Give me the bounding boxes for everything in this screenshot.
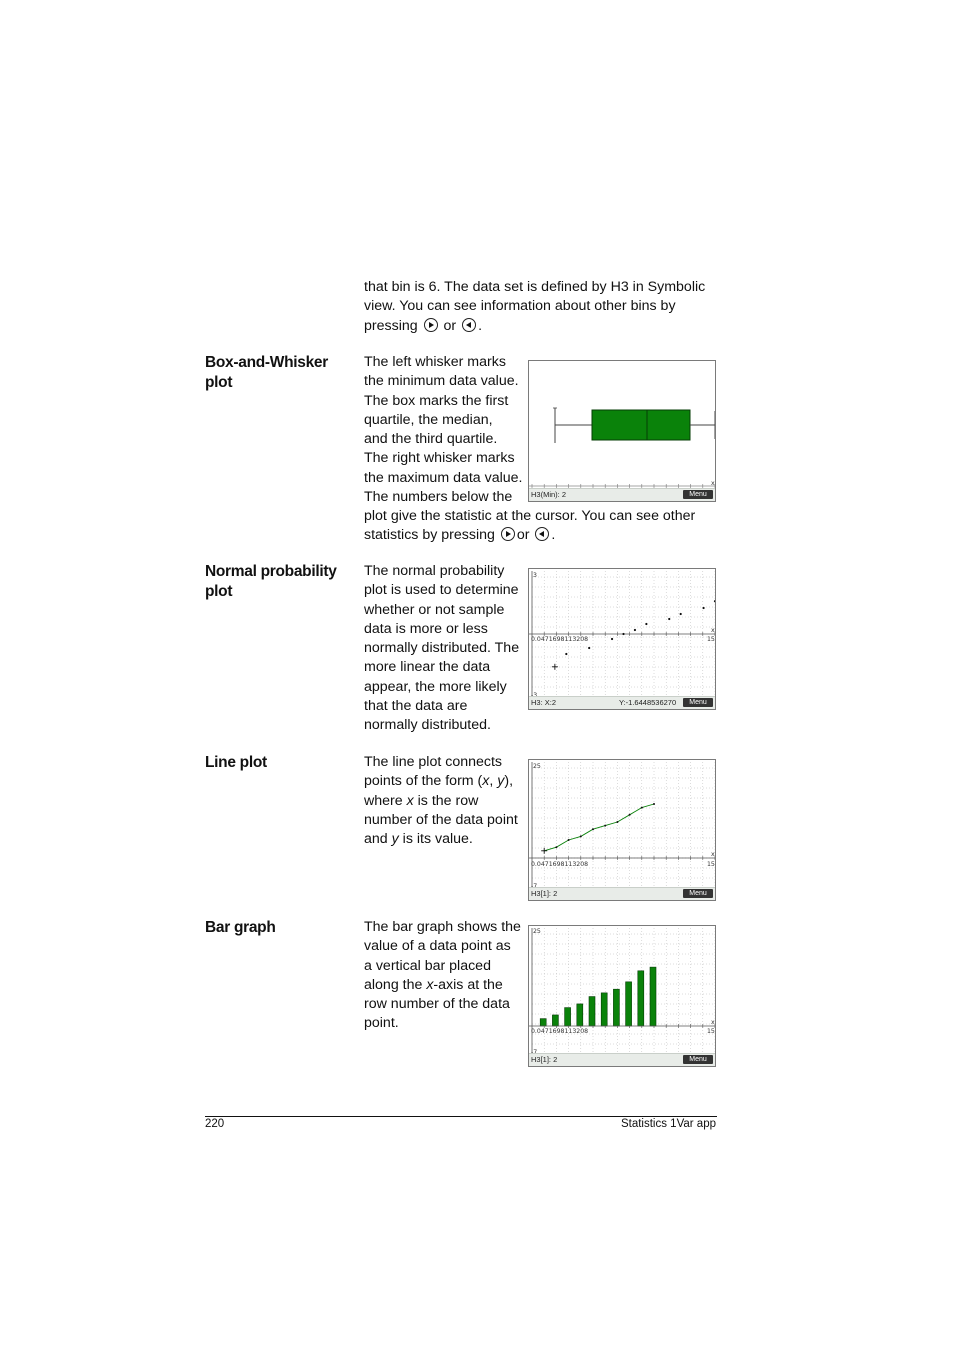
data-point — [592, 828, 594, 830]
data-point — [668, 618, 670, 620]
status-bar — [529, 696, 715, 709]
x-left-label: 0.0471698113208 — [531, 636, 589, 643]
text-line: normally distributed. The — [364, 640, 520, 657]
data-point — [622, 633, 624, 635]
text-line: The left whisker marks — [364, 354, 506, 370]
text-line: plot is used to determine — [364, 582, 519, 599]
menu-button[interactable]: Menu — [683, 698, 713, 707]
data-point — [555, 846, 557, 848]
bar — [577, 1004, 583, 1026]
bar — [650, 967, 656, 1026]
x-axis-label: x — [711, 627, 715, 634]
boxplot-svg — [529, 361, 716, 491]
x-axis-label: x — [711, 1019, 715, 1026]
intro-line-3: pressing or . — [364, 317, 483, 334]
boxplot-paragraph — [364, 353, 524, 507]
text-line: The right whisker marks — [364, 450, 515, 467]
data-point — [702, 607, 704, 609]
text-line: data is more or less — [364, 620, 488, 637]
data-point — [588, 647, 590, 649]
y-top-label: 25 — [533, 928, 541, 935]
x-right-label: 15 — [707, 1028, 715, 1035]
status-text: H3[1]: 2 — [531, 889, 558, 898]
data-point — [616, 821, 618, 823]
bar-paragraph: The bar graph shows the value of a data point as a vertical bar placed along the x-axis at the row number of the data point. — [364, 919, 521, 1032]
left-arrow-key-icon — [462, 318, 476, 332]
bar — [638, 971, 644, 1026]
line-paragraph: The line plot connects points of the form (x, y), where x is the row number of the data point and y is its value. — [364, 754, 518, 848]
text-line: appear, the more likely — [364, 678, 507, 695]
normal-plot-screen — [528, 568, 716, 710]
data-point — [611, 638, 613, 640]
bar — [552, 1015, 558, 1026]
heading-normal-probability: Normal probability plot — [205, 563, 337, 600]
text-line: the minimum data value. — [364, 373, 519, 390]
intro-line-1: that bin is 6. The data set is defined by H3 in Symbolic — [364, 279, 706, 295]
text-line: The numbers below the — [364, 489, 513, 506]
x-axis-label: x — [711, 480, 715, 487]
text-line: The box marks the first — [364, 392, 509, 409]
bar — [540, 1019, 546, 1026]
heading-bar-graph: Bar graph — [205, 919, 276, 936]
x-left-label: 0.0471698113208 — [531, 861, 589, 868]
right-arrow-key-icon — [501, 527, 515, 541]
bar — [613, 989, 619, 1026]
data-point — [714, 600, 716, 602]
status-text: H3[1]: 2 — [531, 1055, 558, 1064]
page-number: 220 — [205, 1118, 225, 1130]
data-point — [568, 839, 570, 841]
normal-paragraph — [364, 562, 524, 736]
quartile-box — [592, 410, 690, 440]
heading-line-plot: Line plot — [205, 754, 267, 771]
footer-rule — [205, 1116, 717, 1117]
data-point — [645, 623, 647, 625]
menu-button[interactable]: Menu — [683, 889, 713, 898]
data-point — [634, 629, 636, 631]
y-top-label: 25 — [533, 763, 541, 770]
data-point — [604, 825, 606, 827]
data-point — [565, 653, 567, 655]
bar — [601, 993, 607, 1026]
status-text: H3(Min): 2 — [531, 490, 567, 499]
boxplot-wide-text: plot give the statistic at the cursor. You can see other statistics by pressing or . — [364, 508, 696, 544]
status-text: H3: X:2 — [531, 698, 557, 707]
data-point — [680, 613, 682, 615]
menu-button[interactable]: Menu — [683, 490, 713, 499]
chapter-title: Statistics 1Var app — [620, 1118, 716, 1130]
line-svg — [529, 760, 716, 890]
intro-paragraph — [364, 278, 724, 336]
status-bar — [529, 488, 715, 501]
text-line: more linear the data — [364, 659, 491, 676]
left-arrow-key-icon — [535, 527, 549, 541]
text-line: quartile, the median, — [364, 411, 493, 428]
bar-svg — [529, 926, 716, 1056]
status-y-text: Y:-1.6448536270 — [619, 698, 677, 707]
text-line: the maximum data value. — [364, 469, 523, 486]
data-point — [580, 835, 582, 837]
boxplot-screen — [528, 360, 716, 502]
right-arrow-key-icon — [424, 318, 438, 332]
data-point — [641, 807, 643, 809]
data-point — [653, 803, 655, 805]
normal-svg — [529, 569, 716, 699]
x-right-label: 15 — [707, 861, 715, 868]
menu-button[interactable]: Menu — [683, 1055, 713, 1064]
data-point — [629, 814, 631, 816]
text-line: and the third quartile. — [364, 431, 498, 448]
x-left-label: 0.0471698113208 — [531, 1028, 589, 1035]
status-bar — [529, 1053, 715, 1066]
bar — [589, 997, 595, 1026]
bar — [626, 982, 632, 1026]
bar — [565, 1008, 571, 1026]
text-line: whether or not sample — [364, 601, 505, 618]
y-top-label: 3 — [533, 572, 537, 579]
x-axis-label: x — [711, 851, 715, 858]
text-line: that the data are — [364, 698, 468, 715]
text-line: The normal probability — [364, 563, 505, 579]
intro-line-2: view. You can see information about other bins by — [364, 298, 676, 315]
line-plot-screen — [528, 759, 716, 901]
text-line: normally distributed. — [364, 717, 491, 734]
x-right-label: 15 — [707, 636, 715, 643]
line-series — [544, 804, 654, 851]
heading-box-and-whisker: Box-and-Whisker plot — [205, 354, 328, 391]
status-bar — [529, 887, 715, 900]
bar-graph-screen — [528, 925, 716, 1067]
